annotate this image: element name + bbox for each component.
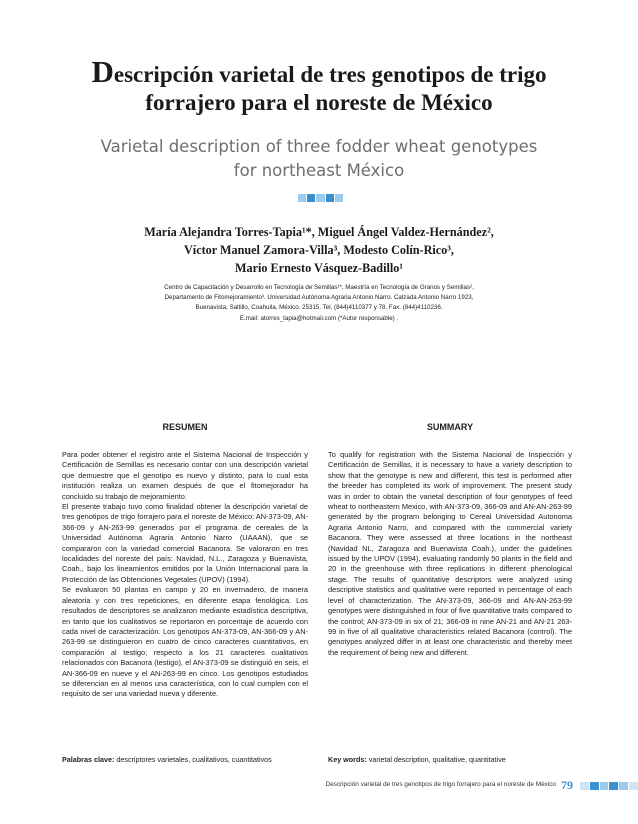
affiliation-line-3: Buenavista, Saltillo, Coahuila, México. 25315. Tel. (844)4110377 y 78. Fax. (844)4110236. (195, 304, 443, 312)
footer-bar-block (609, 782, 618, 790)
key-words (328, 755, 572, 765)
footer-bar-block (629, 782, 638, 790)
footer-decorative-bar (580, 782, 638, 790)
palabras-clave (62, 755, 308, 765)
running-title: Descripción varietal de tres genotipos de trigo forrajero para el noreste de México (325, 781, 556, 788)
affiliation-line-1: Centro de Capacitación y Desarrollo en Tecnología de Semillas¹*, Maestría en Tecnología de Granos y Semillas², (164, 284, 474, 291)
palabras-clave-label: Palabras clave: (62, 755, 115, 764)
title-line-1 (40, 54, 598, 89)
footer-bar-block (619, 782, 628, 790)
deco-block (326, 194, 334, 202)
key-words-label: Key words: (328, 755, 367, 764)
title-drop-cap: D (91, 54, 114, 89)
resumen-heading: RESUMEN (162, 422, 208, 432)
summary-heading: SUMMARY (426, 422, 474, 432)
resumen-body (62, 450, 308, 700)
article-title (40, 54, 598, 117)
page-number: 79 (561, 778, 573, 792)
footer-bar-block (600, 782, 609, 790)
authors-line-1: María Alejandra Torres-Tapia¹*, Miguel Ángel Valdez-Hernández², (144, 225, 494, 239)
summary-body (328, 450, 572, 658)
decorative-bar (298, 194, 343, 202)
author-list (60, 223, 578, 277)
affiliation-line-4: E.mail: atorres_tapia@hotmail.com (*Autor responsable) . (239, 314, 399, 322)
palabras-clave-text: descriptores varietales, cualitativos, cuantitativos (114, 755, 272, 764)
resumen-paragraph-1: Para poder obtener el registro ante el Sistema Nacional de Inspección y Certificación de Semillas es necesario contar con una descripción varietal que demuestre que el genotipo es nuevo y distinto, para lo cual esta institución realiza un examen después de que el fitomejorador ha concluido su trabajo de mejoramiento. (62, 450, 308, 501)
deco-block (316, 194, 324, 202)
title-line-1-rest: escripción varietal de tres genotipos de trigo (113, 62, 547, 87)
footer-bar-block (580, 782, 589, 790)
affiliation-block (80, 283, 558, 324)
deco-block (307, 194, 315, 202)
authors-line-3: Mario Ernesto Vásquez-Badillo¹ (235, 261, 403, 275)
key-words-text: varietal description, qualitative, quantitative (366, 755, 506, 764)
deco-block (298, 194, 306, 202)
affiliation-line-2: Departamento de Fitomejoramiento³. Universidad Autónoma Agraria Antonio Narro. Calzada Antonio Narro 1923, (164, 294, 474, 302)
article-subtitle (60, 135, 578, 183)
resumen-paragraph-3: Se evaluaron 50 plantas en campo y 20 en invernadero, de manera aleatoria y con tres repeticiones, en diferente etapa fenológica. Los resultados de descriptores se analizaron mediante estadística descriptiva, en tanto que los cualitativos se reportaron en porcentaje de acuerdo con cada nivel de caracterización. Los genotipos AN-373-09, AN-366-09 y AN-263-99 se distinguieron en cuatro de cinco caracteres cuantitativos, en comparación al testigo; respecto a los 21 caracteres cualitativos relacionados con Bacanora (testigo), el AN-373-09 se distinguió en seis, el AN-366-09 en nueve y el AN-263-99 en cinco. Los genotipos estudiados se diferencian en al menos una característica, con lo cual cumplen con el requisito de ser una variedad nueva y diferente. (62, 585, 308, 699)
authors-line-2: Víctor Manuel Zamora-Villa³, Modesto Colín-Rico³, (184, 243, 454, 257)
summary-paragraph-1: To qualify for registration with the Sistema Nacional de Inspección y Certificación de Semillas, it is necessary to have a variety description to show that the genotype is new and different, this test is performed after the breeder has completed its work of improvement. The present study was in order to obtain the varietal description of four genotypes of feed wheat to northeastern Mexico, with AN-373-09, 366-09 and AN-AN-263-99 generated by the program belonging to Cereal Universidad Autonoma Agraria Antonio Narro, and compared with the commercial variety Bacanora. They were assessed at three locations in the northeast (Navidad NL, Zaragoza and Buenavista Coah.), under the guidelines issued by the UPOV (1994), evaluating randomly 50 plants in the field and 20 in the greenhouse with three replications in different phenological stage. The results of quantitative descriptors were analyzed using descriptive statistics and qualitative were reported in percentage of each level of characterization. The AN-373-09, 366-09 and AN-AN-263-99 genotypes were distinguished in four of five quantitative traits compared to the control; AN-373-09 in six of 21; 366-09 in nine AN-21 and AN-21 263-99 in five of all qualitative characteristics related Bacanora (control). The genotypes analyzed differ in at least one characteristic and thereby meet the requirement of being new and different. (328, 450, 572, 657)
title-line-2: forrajero para el noreste de México (145, 90, 493, 115)
footer-bar-block (590, 782, 599, 790)
deco-block (335, 194, 343, 202)
resumen-paragraph-2: El presente trabajo tuvo como finalidad obtener la descripción varietal de tres genotipos de trigo forrajero para el noreste de México: AN-373-09, AN-366-09 y AN-263-99 generados por el programa de cereales de la Universidad Autónoma Agraria Antonio Narro (UAAAN), que se compararon con la variedad comercial Bacanora. Se valoraron en tres localidades del noreste del país: Navidad, N.L., Zaragoza y Buenavista, Coah., bajo los lineamientos emitidos por la Unión Internacional para la Protección de las Obtenciones Vegetales (UPOV) (1994). (62, 502, 308, 584)
subtitle-line-1: Varietal description of three fodder wheat genotypes (100, 137, 538, 156)
subtitle-line-2: for northeast México (233, 161, 405, 180)
